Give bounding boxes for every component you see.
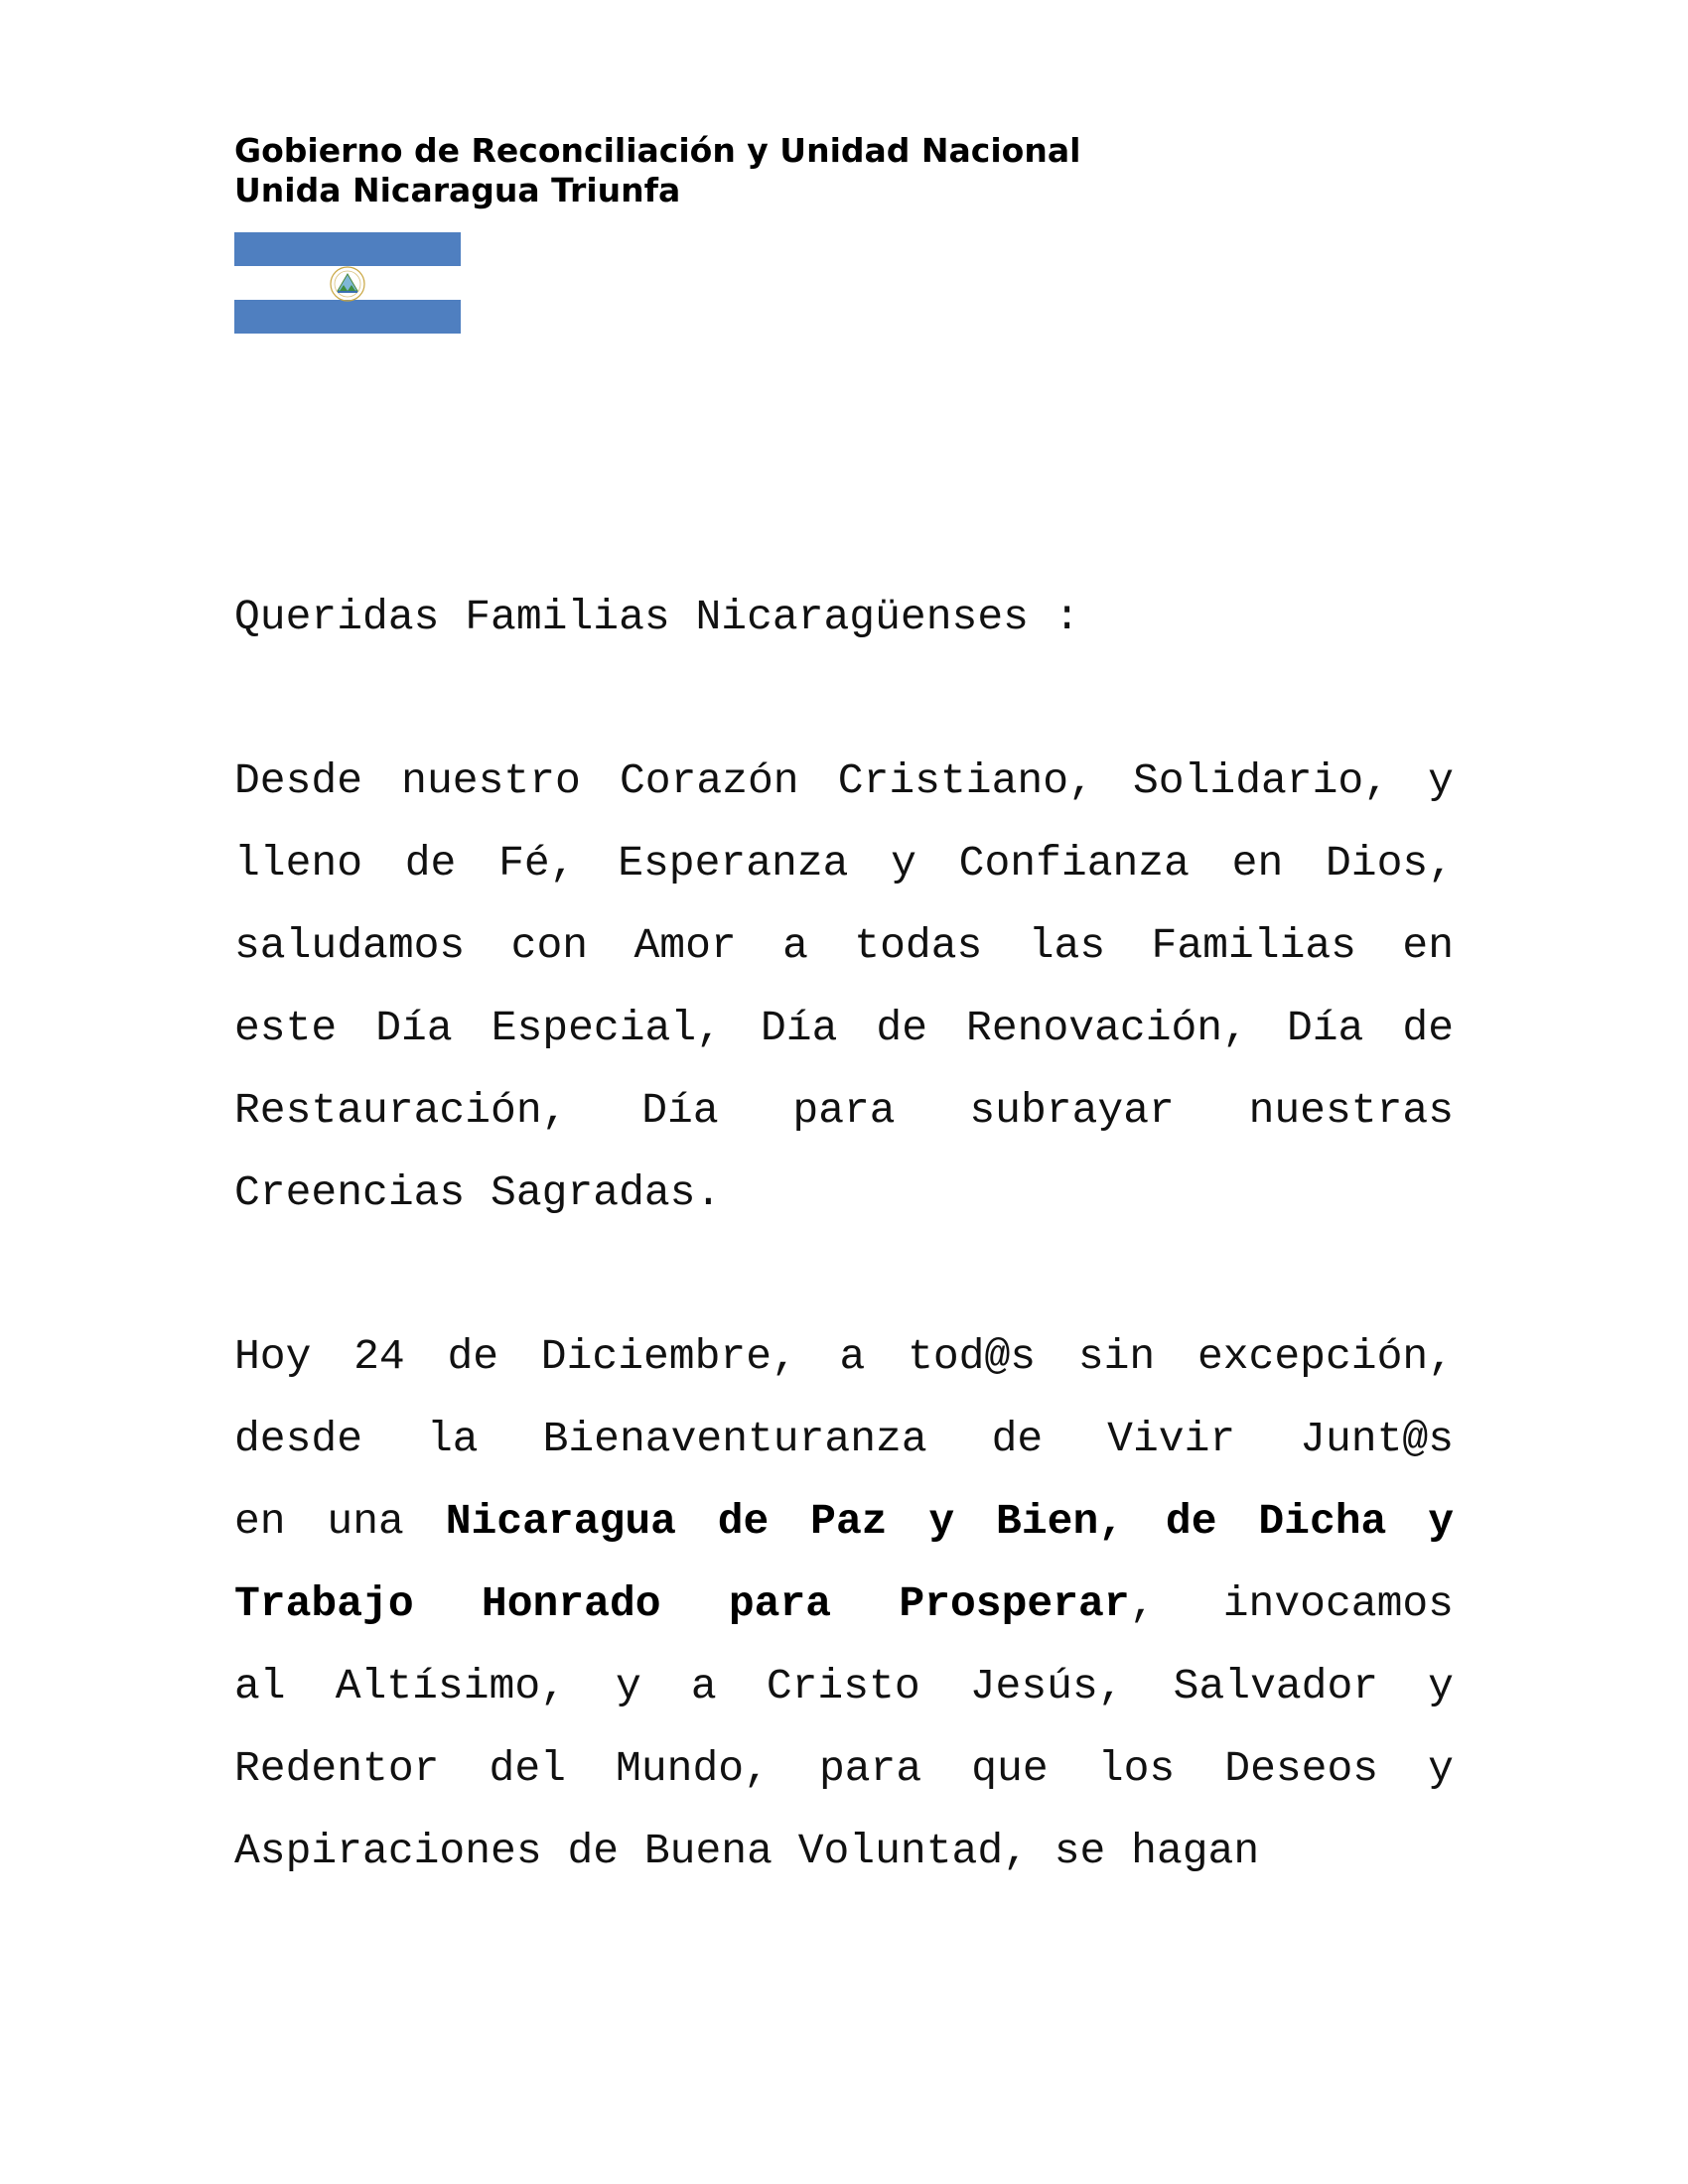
flag-band-bottom bbox=[234, 300, 461, 334]
paragraph-line: Redentor del Mundo, para que los Deseos y bbox=[234, 1744, 1454, 1793]
letterhead-government: Gobierno de Reconciliación y Unidad Nacional bbox=[234, 131, 1081, 170]
text-run: , invocamos bbox=[1129, 1579, 1454, 1628]
letterhead-slogan: Unida Nicaragua Triunfa bbox=[234, 171, 681, 209]
paragraph-line: este Día Especial, Día de Renovación, Día de bbox=[234, 1004, 1454, 1052]
paragraph-line: saludamos con Amor a todas las Familias en bbox=[234, 921, 1454, 970]
bold-emphasis: Nicaragua de Paz y Bien, de Dicha y bbox=[445, 1497, 1454, 1546]
letter-salutation: Queridas Familias Nicaragüenses : bbox=[234, 593, 1080, 641]
paragraph-line: Aspiraciones de Buena Voluntad, se hagan bbox=[234, 1827, 1260, 1875]
coat-of-arms-icon bbox=[329, 265, 366, 303]
paragraph-line-mixed bbox=[234, 1480, 1454, 1563]
nicaragua-flag-icon bbox=[234, 232, 461, 334]
paragraph-line: Creencias Sagradas. bbox=[234, 1168, 722, 1217]
letterhead bbox=[234, 131, 1080, 210]
text-run: en una bbox=[234, 1497, 446, 1546]
paragraph-line: desde la Bienaventuranza de Vivir Junt@s bbox=[234, 1415, 1454, 1463]
paragraph-line: lleno de Fé, Esperanza y Confianza en Dios, bbox=[234, 839, 1454, 887]
paragraph-line: Hoy 24 de Diciembre, a tod@s sin excepción, bbox=[234, 1332, 1454, 1381]
letter-paragraph-2 bbox=[234, 1315, 1454, 1892]
flag-band-top bbox=[234, 232, 461, 266]
paragraph-line: Restauración, Día para subrayar nuestras bbox=[234, 1086, 1454, 1135]
paragraph-line: Desde nuestro Corazón Cristiano, Solidario, y bbox=[234, 756, 1454, 805]
letter-paragraph-1 bbox=[234, 740, 1454, 1234]
paragraph-line: al Altísimo, y a Cristo Jesús, Salvador y bbox=[234, 1662, 1454, 1710]
paragraph-line-mixed bbox=[234, 1563, 1454, 1645]
bold-emphasis: Trabajo Honrado para Prosperar bbox=[234, 1579, 1130, 1628]
